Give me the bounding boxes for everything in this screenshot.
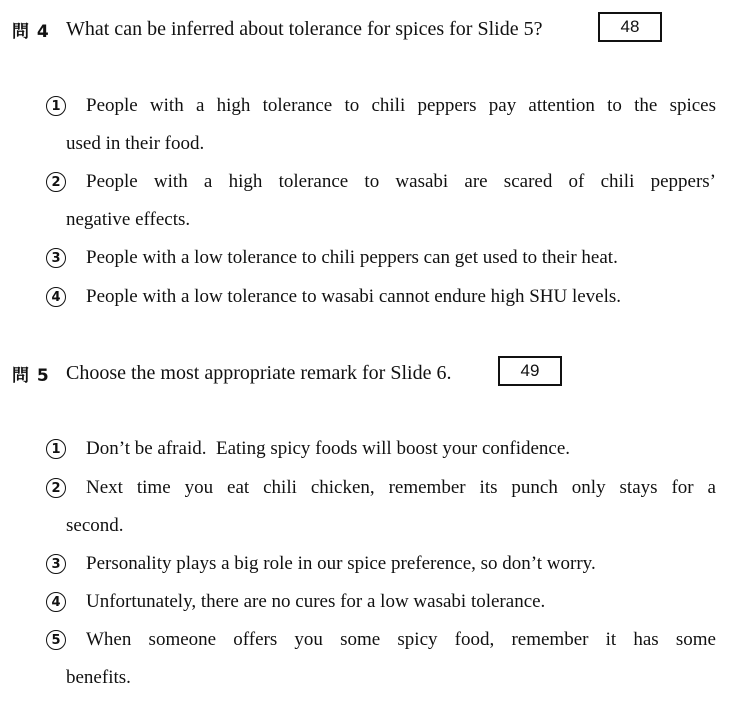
option-text: Unfortunately, there are no cures for a low wasabi tolerance. bbox=[86, 591, 546, 612]
option-text-continued: second. bbox=[66, 515, 124, 536]
option-number-4: 4 bbox=[46, 592, 66, 612]
option-text: Personality plays a big role in our spice preference, so don’t worry. bbox=[86, 553, 596, 574]
question-5-text: Choose the most appropriate remark for Slide 6. bbox=[66, 362, 452, 384]
option-number-2: 2 bbox=[46, 172, 66, 192]
option-text: People with a high tolerance to chili peppers pay attention to the spices bbox=[86, 95, 716, 116]
option-number-1: 1 bbox=[46, 439, 66, 459]
option-text-continued: negative effects. bbox=[66, 209, 191, 230]
option-text: People with a high tolerance to wasabi are scared of chili peppers’ bbox=[86, 171, 716, 192]
option-text: Next time you eat chili chicken, remember its punch only stays for a bbox=[86, 477, 716, 498]
option-text: People with a low tolerance to chili peppers can get used to their heat. bbox=[86, 247, 618, 268]
option-number-4: 4 bbox=[46, 287, 66, 307]
option-text: When someone offers you some spicy food, remember it has some bbox=[86, 629, 716, 650]
answer-box-49: 49 bbox=[498, 356, 562, 386]
question-4-text: What can be inferred about tolerance for spices for Slide 5? bbox=[66, 18, 543, 40]
option-text: People with a low tolerance to wasabi cannot endure high SHU levels. bbox=[86, 286, 622, 307]
question-4-header bbox=[12, 12, 724, 46]
option-number-3: 3 bbox=[46, 554, 66, 574]
question-4-number: 問 4 bbox=[12, 22, 50, 42]
option-text-continued: benefits. bbox=[66, 667, 131, 688]
option-text: Don’t be afraid. Eating spicy foods will boost your confidence. bbox=[86, 438, 571, 459]
option-number-3: 3 bbox=[46, 248, 66, 268]
question-5-header bbox=[12, 356, 724, 390]
option-number-2: 2 bbox=[46, 478, 66, 498]
question-5-number: 問 5 bbox=[12, 366, 50, 386]
option-number-5: 5 bbox=[46, 630, 66, 650]
option-number-1: 1 bbox=[46, 96, 66, 116]
option-text-continued: used in their food. bbox=[66, 133, 205, 154]
answer-box-48: 48 bbox=[598, 12, 662, 42]
